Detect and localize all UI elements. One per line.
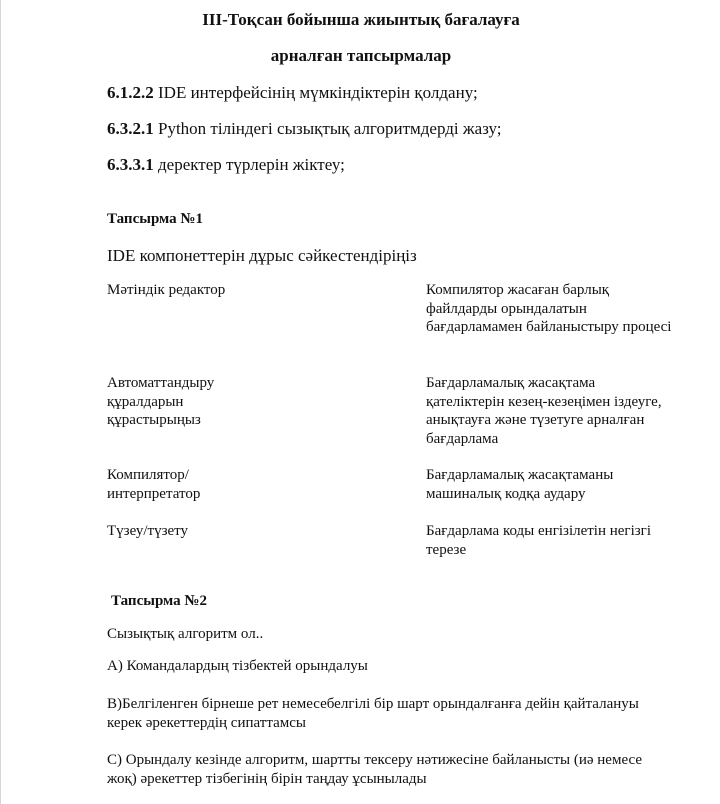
objective-3 (107, 155, 345, 175)
task1-left-item: Мәтіндік редактор (107, 282, 226, 298)
title-line-2: арналған тапсырмалар (270, 46, 452, 65)
objective-2 (107, 119, 502, 139)
task1-left-item: Автоматтандыру құралдарын құрастырыңыз (107, 375, 215, 428)
task1-right-item: Бағдарламалық жасақтама қателіктерін кезең-кезеңімен іздеуге, анықтауға және түзетуге арналған бағдарлама (426, 375, 662, 447)
task2-heading: Тапсырма №2 (111, 593, 207, 609)
objective-code: 6.3.2.1 (107, 119, 154, 138)
task1-heading: Тапсырма №1 (107, 211, 203, 227)
task2-option-b: В)Белгіленген бірнеше рет немесебелгілі бір шарт орындалғанға дейін қайталануы керек әрекеттердің сипаттамсы (107, 696, 639, 731)
task1-right-item: Бағдарламалық жасақтаманы машиналық кодқа аудару (426, 467, 614, 502)
task1-right-item: Бағдарлама коды енгізілетін негізгі терезе (426, 523, 651, 558)
task1-left-item: Түзеу/түзету (107, 523, 189, 539)
task1-left-item: Компилятор/ интерпретатор (107, 467, 201, 502)
objective-text: IDE интерфейсінің мүмкіндіктерін қолдану; (153, 83, 478, 102)
objective-1 (107, 83, 478, 103)
task2-option-a: А) Командалардың тізбектей орындалуы (107, 658, 368, 674)
title-line-1: ІІІ-Тоқсан бойынша жиынтық бағалауға (202, 10, 520, 29)
task1-right-item: Компилятор жасаған барлық файлдарды орындалатын бағдарламамен байланыстыру процесі (426, 282, 672, 335)
objective-code: 6.3.3.1 (107, 155, 154, 174)
objective-code: 6.1.2.2 (107, 83, 154, 102)
objective-text: деректер түрлерін жіктеу; (153, 155, 345, 174)
task1-instruction: IDE компонеттерін дұрыс сәйкестендіріңіз (107, 246, 417, 265)
task2-option-c: С) Орындалу кезінде алгоритм, шартты тексеру нәтижесіне байланысты (иә немесе жоқ) әрекеттер тізбегінің бірін таңдау ұсынылады (107, 752, 642, 787)
task2-question: Сызықтық алгоритм ол.. (107, 626, 264, 642)
objective-text: Python тіліндегі сызықтық алгоритмдерді жазу; (153, 119, 502, 138)
